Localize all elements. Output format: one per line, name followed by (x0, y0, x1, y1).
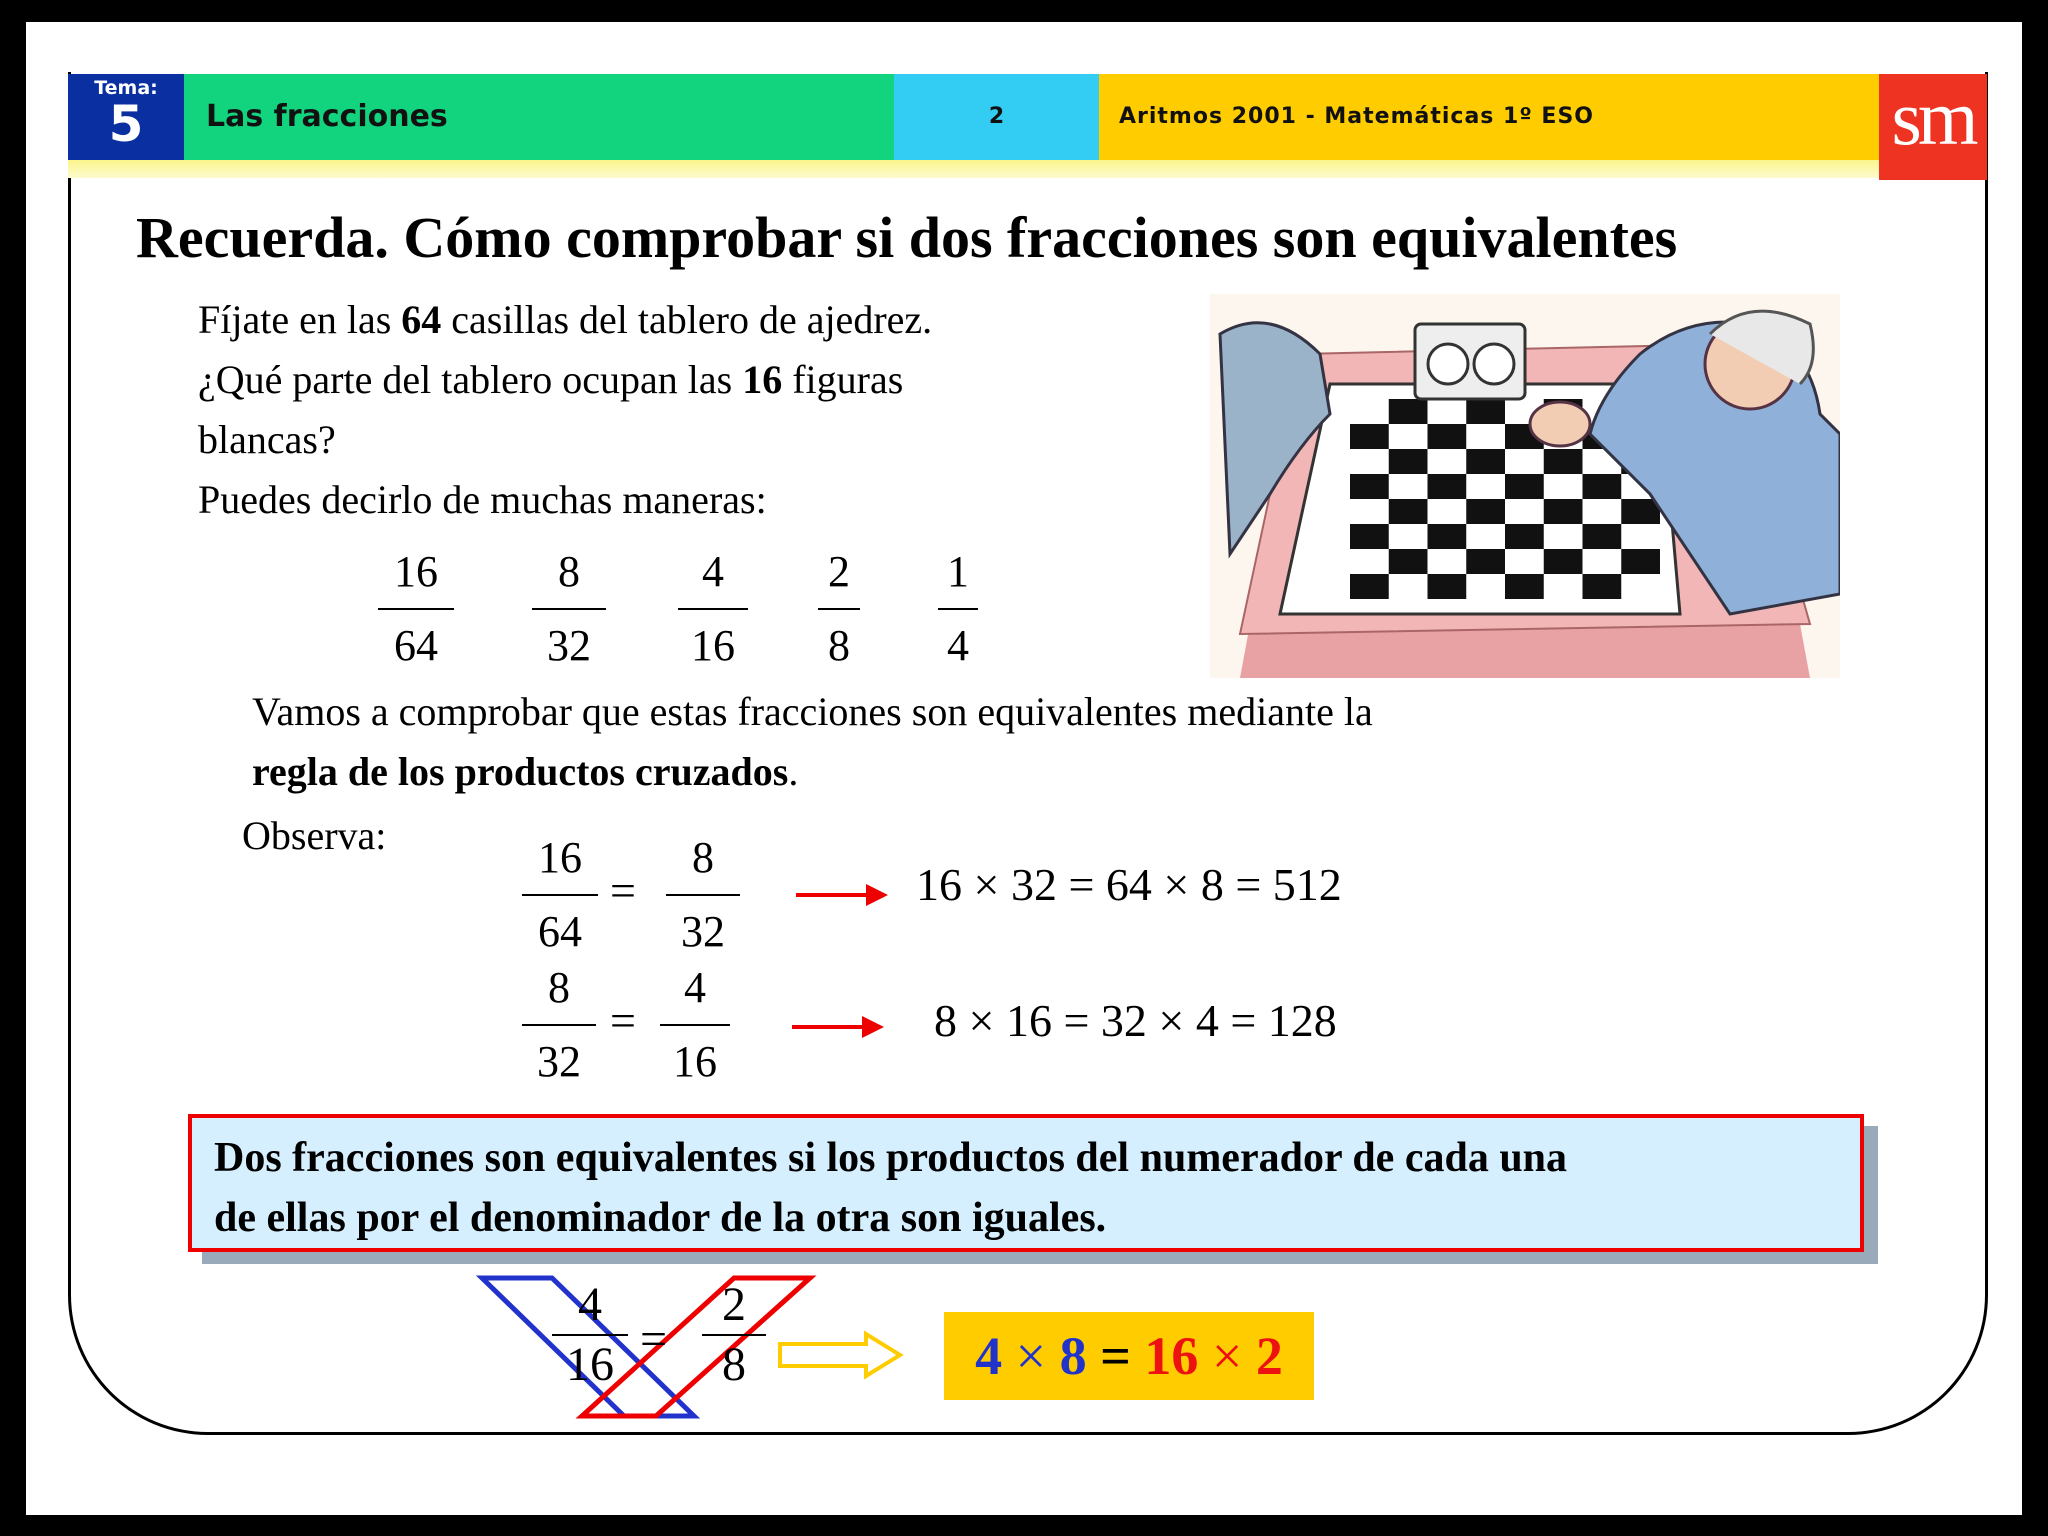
sm-logo: sm (1879, 74, 1987, 180)
tema-badge (68, 74, 184, 160)
page-number: 2 (988, 104, 1005, 129)
eq1-fraction-b (666, 828, 740, 962)
chess-square (1544, 499, 1583, 524)
page-title: Recuerda. Cómo comprobar si dos fracciones son equivalentes (136, 205, 1678, 270)
chess-illustration (1210, 294, 1840, 678)
chess-square (1389, 499, 1428, 524)
intro-line-1 (198, 296, 932, 343)
eq2-fraction-b (660, 958, 730, 1092)
fraction-4-16 (678, 542, 748, 676)
check-line-2 (252, 748, 798, 795)
denominator: 64 (394, 621, 438, 670)
numerator: 2 (722, 1278, 746, 1331)
chess-square (1350, 424, 1389, 449)
numerator: 16 (538, 833, 582, 882)
fraction-16-64 (378, 542, 454, 676)
chess-square (1544, 549, 1583, 574)
red-arrow-icon (792, 1012, 886, 1042)
numerator: 8 (558, 547, 580, 596)
result-b: 8 (1059, 1326, 1087, 1386)
result-box (944, 1312, 1314, 1400)
fraction-bar (522, 894, 598, 896)
example-fraction-a (552, 1278, 628, 1392)
fraction-bar (522, 1024, 596, 1026)
intro-number-16: 16 (742, 357, 783, 402)
intro-line-3: blancas? (198, 417, 336, 462)
result-a: 4 (975, 1326, 1003, 1386)
intro-line-4: Puedes decirlo de muchas maneras: (198, 477, 767, 522)
eq1-equals: = (610, 865, 636, 916)
fraction-bar (378, 608, 454, 610)
check-text: . (788, 749, 799, 794)
header-book-segment (1099, 74, 1879, 160)
denominator: 32 (537, 1037, 581, 1086)
intro-line-2 (198, 356, 903, 403)
denominator: 8 (722, 1338, 746, 1391)
rule-line-1: Dos fracciones son equivalentes si los productos del numerador de cada una (214, 1135, 1568, 1181)
example-equals: = (640, 1313, 668, 1366)
numerator: 4 (702, 547, 724, 596)
fraction-bar (818, 608, 860, 610)
observa-label: Observa: (242, 813, 387, 858)
chess-square (1583, 524, 1622, 549)
result-d: 2 (1255, 1326, 1283, 1386)
chess-square (1621, 549, 1660, 574)
fraction-bar (532, 608, 606, 610)
fraction-bar (938, 608, 978, 610)
denominator: 16 (673, 1037, 717, 1086)
denominator: 32 (681, 907, 725, 956)
fraction-bar (678, 608, 748, 610)
result-c: 16 (1144, 1326, 1199, 1386)
denominator: 16 (691, 621, 735, 670)
header-page-segment (894, 74, 1099, 160)
numerator: 4 (684, 963, 706, 1012)
chess-square (1583, 574, 1622, 599)
numerator: 8 (692, 833, 714, 882)
chess-square (1466, 549, 1505, 574)
topic-title: Las fracciones (206, 99, 448, 134)
book-title: Aritmos 2001 - Matemáticas 1º ESO (1119, 104, 1594, 129)
fraction-bar (666, 894, 740, 896)
header-strip (68, 160, 1879, 178)
denominator: 64 (538, 907, 582, 956)
numerator: 1 (947, 547, 969, 596)
chess-square (1505, 574, 1544, 599)
fraction-8-32 (532, 542, 606, 676)
eq1-product: 16 × 32 = 64 × 8 = 512 (916, 859, 1342, 910)
denominator: 16 (566, 1338, 614, 1391)
cross-products-rule: regla de los productos cruzados (252, 749, 789, 794)
fraction-bar (552, 1334, 628, 1336)
chess-square (1389, 399, 1428, 424)
chess-square (1428, 424, 1467, 449)
chess-square (1389, 549, 1428, 574)
fraction-2-8 (818, 542, 860, 676)
tema-number: 5 (108, 95, 144, 153)
intro-text: Fíjate en las (198, 297, 402, 342)
fraction-bar (702, 1334, 766, 1336)
chess-square (1428, 574, 1467, 599)
chess-square (1466, 399, 1505, 424)
chess-square (1389, 449, 1428, 474)
chess-square (1428, 474, 1467, 499)
tema-label: Tema: (94, 77, 158, 99)
intro-text: figuras (782, 357, 904, 402)
chess-square (1466, 449, 1505, 474)
chess-square (1350, 524, 1389, 549)
numerator: 8 (548, 963, 570, 1012)
intro-text: casillas del tablero de ajedrez. (441, 297, 933, 342)
numerator: 4 (578, 1278, 602, 1331)
chess-square (1350, 574, 1389, 599)
fraction-bar (660, 1024, 730, 1026)
check-line-1: Vamos a comprobar que estas fracciones son equivalentes mediante la (252, 689, 1373, 734)
result-equals: = (1100, 1326, 1131, 1386)
numerator: 16 (394, 547, 438, 596)
denominator: 8 (828, 621, 850, 670)
chess-square (1505, 524, 1544, 549)
red-arrow-icon (796, 880, 890, 910)
slide (26, 22, 2022, 1515)
intro-text: ¿Qué parte del tablero ocupan las (198, 357, 743, 402)
chess-square (1466, 499, 1505, 524)
chess-square (1544, 449, 1583, 474)
chess-square (1428, 524, 1467, 549)
eq1-fraction-a (522, 828, 598, 962)
yellow-arrow-icon (776, 1330, 906, 1380)
chess-square (1350, 474, 1389, 499)
result-times: × (1015, 1326, 1047, 1386)
fraction-1-4 (938, 542, 978, 676)
eq2-product: 8 × 16 = 32 × 4 = 128 (934, 995, 1337, 1046)
numerator: 2 (828, 547, 850, 596)
eq2-equals: = (610, 995, 636, 1046)
rule-line-2: de ellas por el denominador de la otra son iguales. (214, 1195, 1107, 1241)
eq2-fraction-a (522, 958, 596, 1092)
result-times: × (1211, 1326, 1243, 1386)
intro-number-64: 64 (401, 297, 442, 342)
rule-box (188, 1114, 1864, 1252)
denominator: 4 (947, 621, 969, 670)
denominator: 32 (547, 621, 591, 670)
chess-square (1583, 474, 1622, 499)
chess-square (1505, 474, 1544, 499)
header-topic-segment (184, 74, 894, 160)
example-fraction-b (702, 1278, 766, 1392)
